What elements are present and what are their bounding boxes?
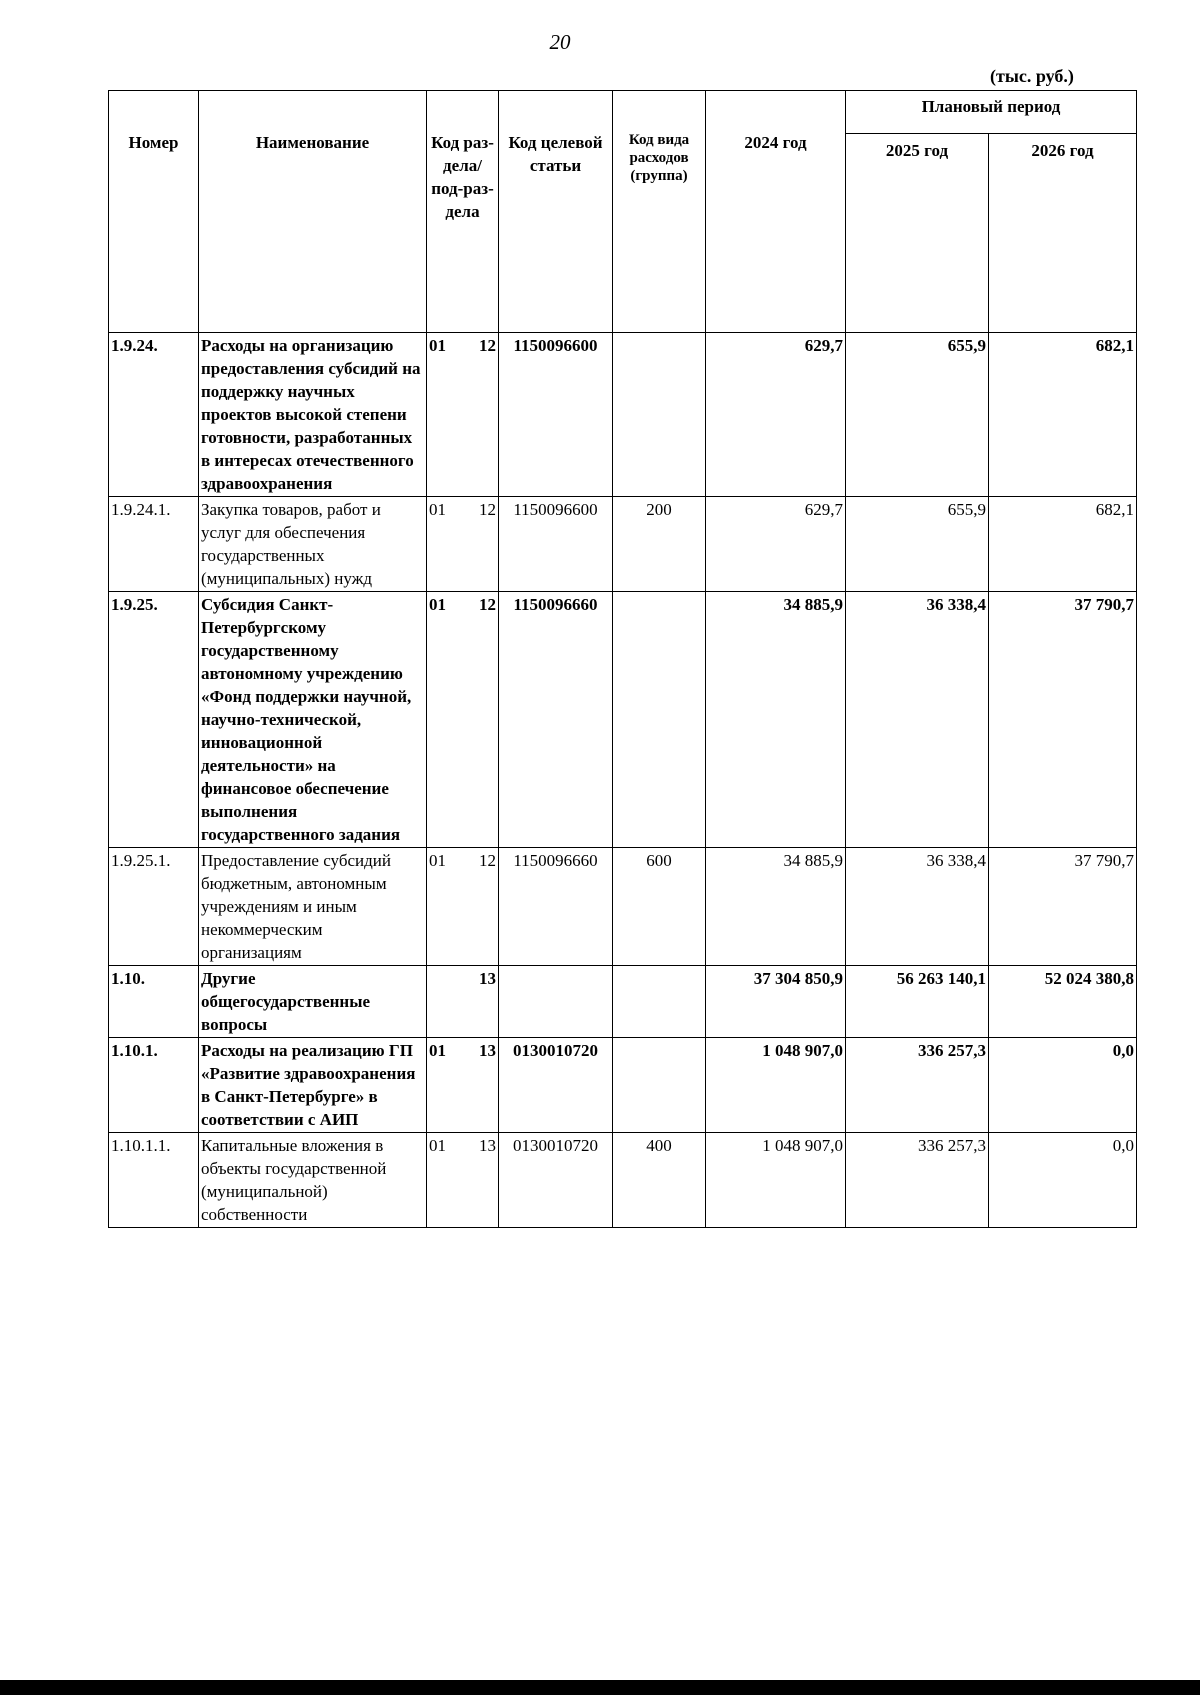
header-expense-type: Код вида расходов (группа) <box>613 91 706 333</box>
cell-2024: 34 885,9 <box>706 592 846 848</box>
cell-2025: 56 263 140,1 <box>846 966 989 1038</box>
cell-2024: 629,7 <box>706 333 846 497</box>
section-code: 01 <box>429 336 446 355</box>
section-code: 01 <box>429 500 446 519</box>
cell-target-code: 0130010720 <box>499 1038 613 1133</box>
header-name: Наименование <box>199 91 427 333</box>
cell-2025: 36 338,4 <box>846 848 989 966</box>
cell-2025: 36 338,4 <box>846 592 989 848</box>
subsection-code: 13 <box>479 1136 496 1155</box>
cell-section-code <box>427 848 499 966</box>
cell-2024: 34 885,9 <box>706 848 846 966</box>
section-code: 01 <box>429 595 446 614</box>
cell-2026: 682,1 <box>989 497 1137 592</box>
header-2026: 2026 год <box>989 134 1137 333</box>
subsection-code: 12 <box>479 851 496 870</box>
section-code: 01 <box>429 1136 446 1155</box>
cell-target-code: 0130010720 <box>499 1133 613 1228</box>
cell-2026: 0,0 <box>989 1038 1137 1133</box>
cell-2026: 0,0 <box>989 1133 1137 1228</box>
subsection-code: 12 <box>479 336 496 355</box>
cell-name: Расходы на организацию предоставления субсидий на поддержку научных проектов высокой степени готовности, разработанных в интересах отечественного здравоохранения <box>199 333 427 497</box>
cell-2025: 336 257,3 <box>846 1133 989 1228</box>
cell-2026: 52 024 380,8 <box>989 966 1137 1038</box>
cell-expense-type: 400 <box>613 1133 706 1228</box>
table-row <box>109 966 1137 1038</box>
cell-section-code <box>427 497 499 592</box>
cell-section-code <box>427 966 499 1038</box>
header-planning-period: Плановый период <box>846 91 1137 134</box>
header-target-code: Код целевой статьи <box>499 91 613 333</box>
cell-expense-type: 200 <box>613 497 706 592</box>
cell-number: 1.9.24. <box>109 333 199 497</box>
section-code: 01 <box>429 1041 446 1060</box>
cell-2024: 629,7 <box>706 497 846 592</box>
cell-name: Другие общегосударственные вопросы <box>199 966 427 1038</box>
table-body <box>109 333 1137 1228</box>
cell-name: Капитальные вложения в объекты государственной (муниципальной) собственности <box>199 1133 427 1228</box>
cell-number: 1.9.24.1. <box>109 497 199 592</box>
header-section-code: Код раз-дела/ под-раз-дела <box>427 91 499 333</box>
cell-2026: 37 790,7 <box>989 848 1137 966</box>
cell-name: Расходы на реализацию ГП «Развитие здравоохранения в Санкт-Петербурге» в соответствии с АИП <box>199 1038 427 1133</box>
cell-number: 1.10. <box>109 966 199 1038</box>
table-row <box>109 1133 1137 1228</box>
cell-2025: 655,9 <box>846 497 989 592</box>
cell-target-code: 1150096660 <box>499 848 613 966</box>
header-2025: 2025 год <box>846 134 989 333</box>
section-code: 01 <box>429 851 446 870</box>
cell-2026: 37 790,7 <box>989 592 1137 848</box>
cell-2026: 682,1 <box>989 333 1137 497</box>
cell-expense-type <box>613 1038 706 1133</box>
cell-2024: 37 304 850,9 <box>706 966 846 1038</box>
subsection-code: 12 <box>479 500 496 519</box>
cell-expense-type: 600 <box>613 848 706 966</box>
units-label: (тыс. руб.) <box>990 66 1074 86</box>
cell-section-code <box>427 1038 499 1133</box>
cell-expense-type <box>613 592 706 848</box>
cell-name: Предоставление субсидий бюджетным, автономным учреждениям и иным некоммерческим организациям <box>199 848 427 966</box>
header-2024: 2024 год <box>706 91 846 333</box>
cell-number: 1.10.1.1. <box>109 1133 199 1228</box>
cell-2024: 1 048 907,0 <box>706 1133 846 1228</box>
subsection-code: 13 <box>479 1041 496 1060</box>
page-number: 20 <box>549 30 571 54</box>
cell-number: 1.10.1. <box>109 1038 199 1133</box>
header-number: Номер <box>109 91 199 333</box>
subsection-code: 12 <box>479 595 496 614</box>
cell-target-code: 1150096600 <box>499 497 613 592</box>
table-row <box>109 1038 1137 1133</box>
cell-2024: 1 048 907,0 <box>706 1038 846 1133</box>
subsection-code: 13 <box>479 969 496 988</box>
table-row <box>109 592 1137 848</box>
cell-target-code: 1150096600 <box>499 333 613 497</box>
table-row <box>109 848 1137 966</box>
table-row <box>109 497 1137 592</box>
cell-name: Закупка товаров, работ и услуг для обеспечения государственных (муниципальных) нужд <box>199 497 427 592</box>
cell-2025: 655,9 <box>846 333 989 497</box>
cell-expense-type <box>613 966 706 1038</box>
cell-section-code <box>427 333 499 497</box>
budget-table <box>108 90 1137 1228</box>
cell-number: 1.9.25.1. <box>109 848 199 966</box>
bottom-bar <box>0 1680 1200 1695</box>
cell-2025: 336 257,3 <box>846 1038 989 1133</box>
cell-section-code <box>427 1133 499 1228</box>
cell-name: Субсидия Санкт-Петербургскому государственному автономному учреждению «Фонд поддержки научной, научно-технической, инновационной деятельности» на финансовое обеспечение выполнения государственного задания <box>199 592 427 848</box>
cell-target-code: 1150096660 <box>499 592 613 848</box>
cell-number: 1.9.25. <box>109 592 199 848</box>
cell-section-code <box>427 592 499 848</box>
table-row <box>109 333 1137 497</box>
cell-target-code <box>499 966 613 1038</box>
cell-expense-type <box>613 333 706 497</box>
